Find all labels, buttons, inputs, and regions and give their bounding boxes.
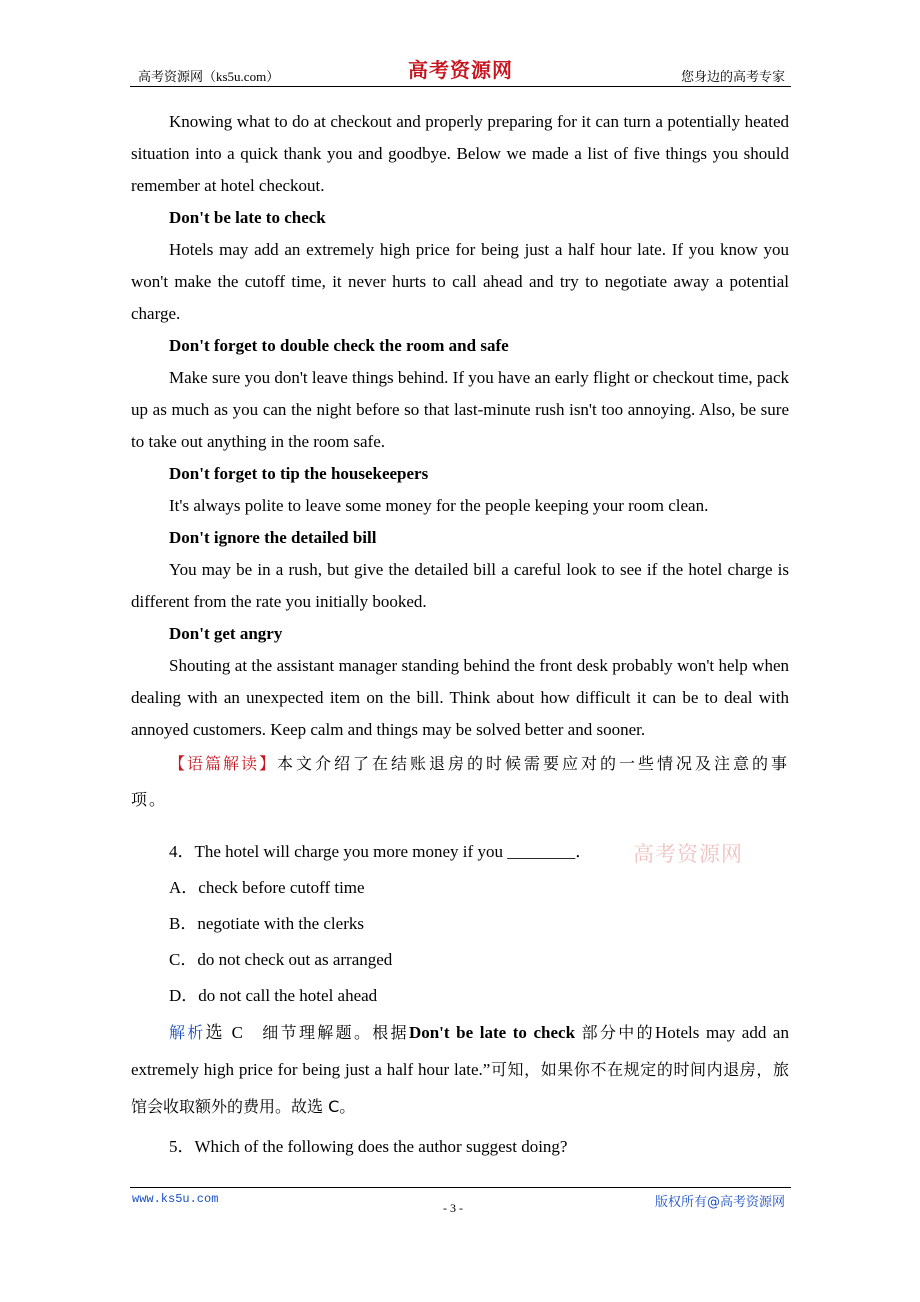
analysis-type: 细节理解题。根据 <box>259 1023 409 1042</box>
section-body: Make sure you don't leave things behind. If you have an early flight or checkout time, pack up as much as you can the night before so that last-minute rush isn't too annoying. Also, be sure to take out anything in the room safe. <box>131 368 789 451</box>
section-heading: Don't forget to double check the room and safe <box>169 336 509 355</box>
footer-copyright: 版权所有@高考资源网 <box>654 1195 785 1210</box>
section-heading: Don't be late to check <box>169 208 326 227</box>
option-a: A．check before cutoff time <box>169 878 365 897</box>
option-b: B．negotiate with the clerks <box>169 914 364 933</box>
reading-tag: 【语篇解读】 <box>169 754 277 773</box>
option-c: C．do not check out as arranged <box>169 950 393 969</box>
analysis-ref: Don't be late to check <box>408 1023 576 1042</box>
analysis <box>131 1014 789 1125</box>
page-number: - 3 - <box>443 1201 463 1215</box>
section-heading: Don't get angry <box>169 624 283 643</box>
section-body: It's always polite to leave some money for the people keeping your room clean. <box>169 496 709 515</box>
section-body: Hotels may add an extremely high price for being just a half hour late. If you know you won't make the cutoff time, it never hurts to call ahead and try to negotiate away a potential charge. <box>131 240 789 323</box>
analysis-quote: Hotels may add an extremely high price for being just a half hour late.” <box>131 1023 789 1079</box>
page-footer <box>130 1187 791 1215</box>
analysis-answer: 选 C <box>205 1023 243 1042</box>
section-body: You may be in a rush, but give the detailed bill a careful look to see if the hotel charge is different from the rate you initially booked. <box>131 560 789 611</box>
analysis-conclusion: 可知，如果你不在规定的时间内退房，旅馆会收取额外的费用。故选 C。 <box>131 1060 789 1116</box>
option-d: D．do not call the hotel ahead <box>169 986 378 1005</box>
question-5-stem: 5．Which of the following does the author suggest doing? <box>169 1137 568 1156</box>
section-body: Shouting at the assistant manager standing behind the front desk probably won't help when dealing with an unexpected item on the bill. Think about how difficult it can be to deal with annoyed customers. Keep calm and things may be solved better and sooner. <box>131 656 789 739</box>
reading-summary <box>131 746 789 818</box>
watermark-logo: 高考资源网 <box>633 842 743 866</box>
analysis-mid: 部分中的 <box>581 1023 655 1042</box>
section-heading: Don't forget to tip the housekeepers <box>169 464 429 483</box>
article-intro: Knowing what to do at checkout and properly preparing for it can turn a potentially heated situation into a quick thank you and goodbye. Below we made a list of five things you should remember at hotel checkout. <box>131 112 789 195</box>
reading-text: 本文介绍了在结账退房的时候需要应对的一些情况及注意的事项。 <box>131 754 789 809</box>
question-4-stem: 4．The hotel will charge you more money if you ________． <box>169 842 593 861</box>
analysis-tag: 解析 <box>169 1023 206 1042</box>
footer-url[interactable]: www.ks5u.com <box>132 1192 219 1206</box>
document-body <box>131 106 789 1165</box>
question-4 <box>131 834 789 870</box>
header-slogan: 您身边的高考专家 <box>680 69 785 84</box>
page-header <box>130 52 791 87</box>
section-heading: Don't ignore the detailed bill <box>169 528 377 547</box>
header-logo: 高考资源网 <box>408 58 513 82</box>
header-site-name: 高考资源网（ks5u.com） <box>138 69 280 84</box>
